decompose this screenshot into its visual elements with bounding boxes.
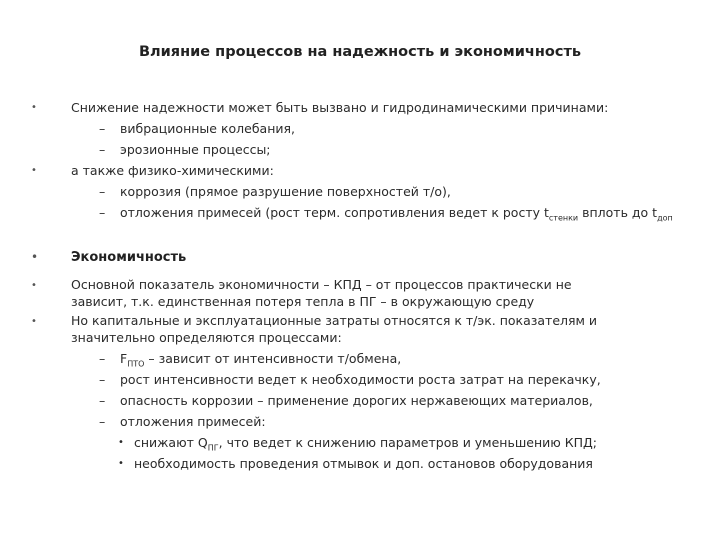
- subscript: ПГ: [207, 443, 219, 453]
- bullet-icon: •: [31, 102, 37, 113]
- bullet-icon: •: [31, 280, 37, 291]
- costs-paragraph: Но капитальные и эксплуатационные затраты относятся к т/эк. показателям и значительно определяются процессами:: [71, 313, 598, 345]
- text-fragment: – зависит от интенсивности т/обмена,: [144, 351, 402, 366]
- list-item: вибрационные колебания,: [120, 121, 295, 136]
- list-item: [120, 203, 673, 228]
- dash-icon: –: [99, 351, 106, 366]
- subscript: ПТО: [127, 359, 145, 369]
- economy-heading: Экономичность: [71, 250, 187, 265]
- bullet-icon: •: [31, 250, 39, 264]
- subscript: стенки: [548, 213, 579, 223]
- subscript: доп: [657, 213, 673, 223]
- bullet-icon: •: [31, 316, 37, 327]
- reliability-paragraph: Снижение надежности может быть вызвано и гидродинамическими причинами:: [71, 100, 609, 115]
- slide-title: Влияние процессов на надежность и экономичность: [138, 44, 582, 60]
- dash-icon: –: [99, 121, 106, 136]
- efficiency-paragraph: Основной показатель экономичности – КПД – от процессов практически не зависит, т.к. единственная потеря тепла в ПГ – в окружающую среду: [71, 277, 572, 309]
- bullet-icon: •: [31, 165, 37, 176]
- text-fragment: отложения примесей (рост терм. сопротивления ведет к росту t: [120, 205, 549, 220]
- list-item: рост интенсивности ведет к необходимости роста затрат на перекачку,: [120, 372, 601, 387]
- text-fragment: F: [120, 351, 128, 366]
- dash-icon: –: [99, 414, 106, 429]
- bullet-icon: •: [118, 458, 124, 469]
- list-item: опасность коррозии – применение дорогих нержавеющих материалов,: [120, 393, 593, 408]
- physchem-paragraph: а также физико-химическими:: [71, 163, 274, 178]
- text-fragment: , что ведет к снижению параметров и уменьшению КПД;: [218, 435, 598, 450]
- list-item: необходимость проведения отмывок и доп. остановов оборудования: [134, 456, 593, 471]
- text-fragment: снижают Q: [134, 435, 208, 450]
- list-item: коррозия (прямое разрушение поверхностей т/о),: [120, 184, 451, 199]
- dash-icon: –: [99, 205, 106, 220]
- dash-icon: –: [99, 393, 106, 408]
- dash-icon: –: [99, 372, 106, 387]
- dash-icon: –: [99, 184, 106, 199]
- dash-icon: –: [99, 142, 106, 157]
- list-item: эрозионные процессы;: [120, 142, 271, 157]
- list-item: отложения примесей:: [120, 414, 266, 429]
- text-fragment: вплоть до t: [578, 205, 658, 220]
- bullet-icon: •: [118, 437, 124, 448]
